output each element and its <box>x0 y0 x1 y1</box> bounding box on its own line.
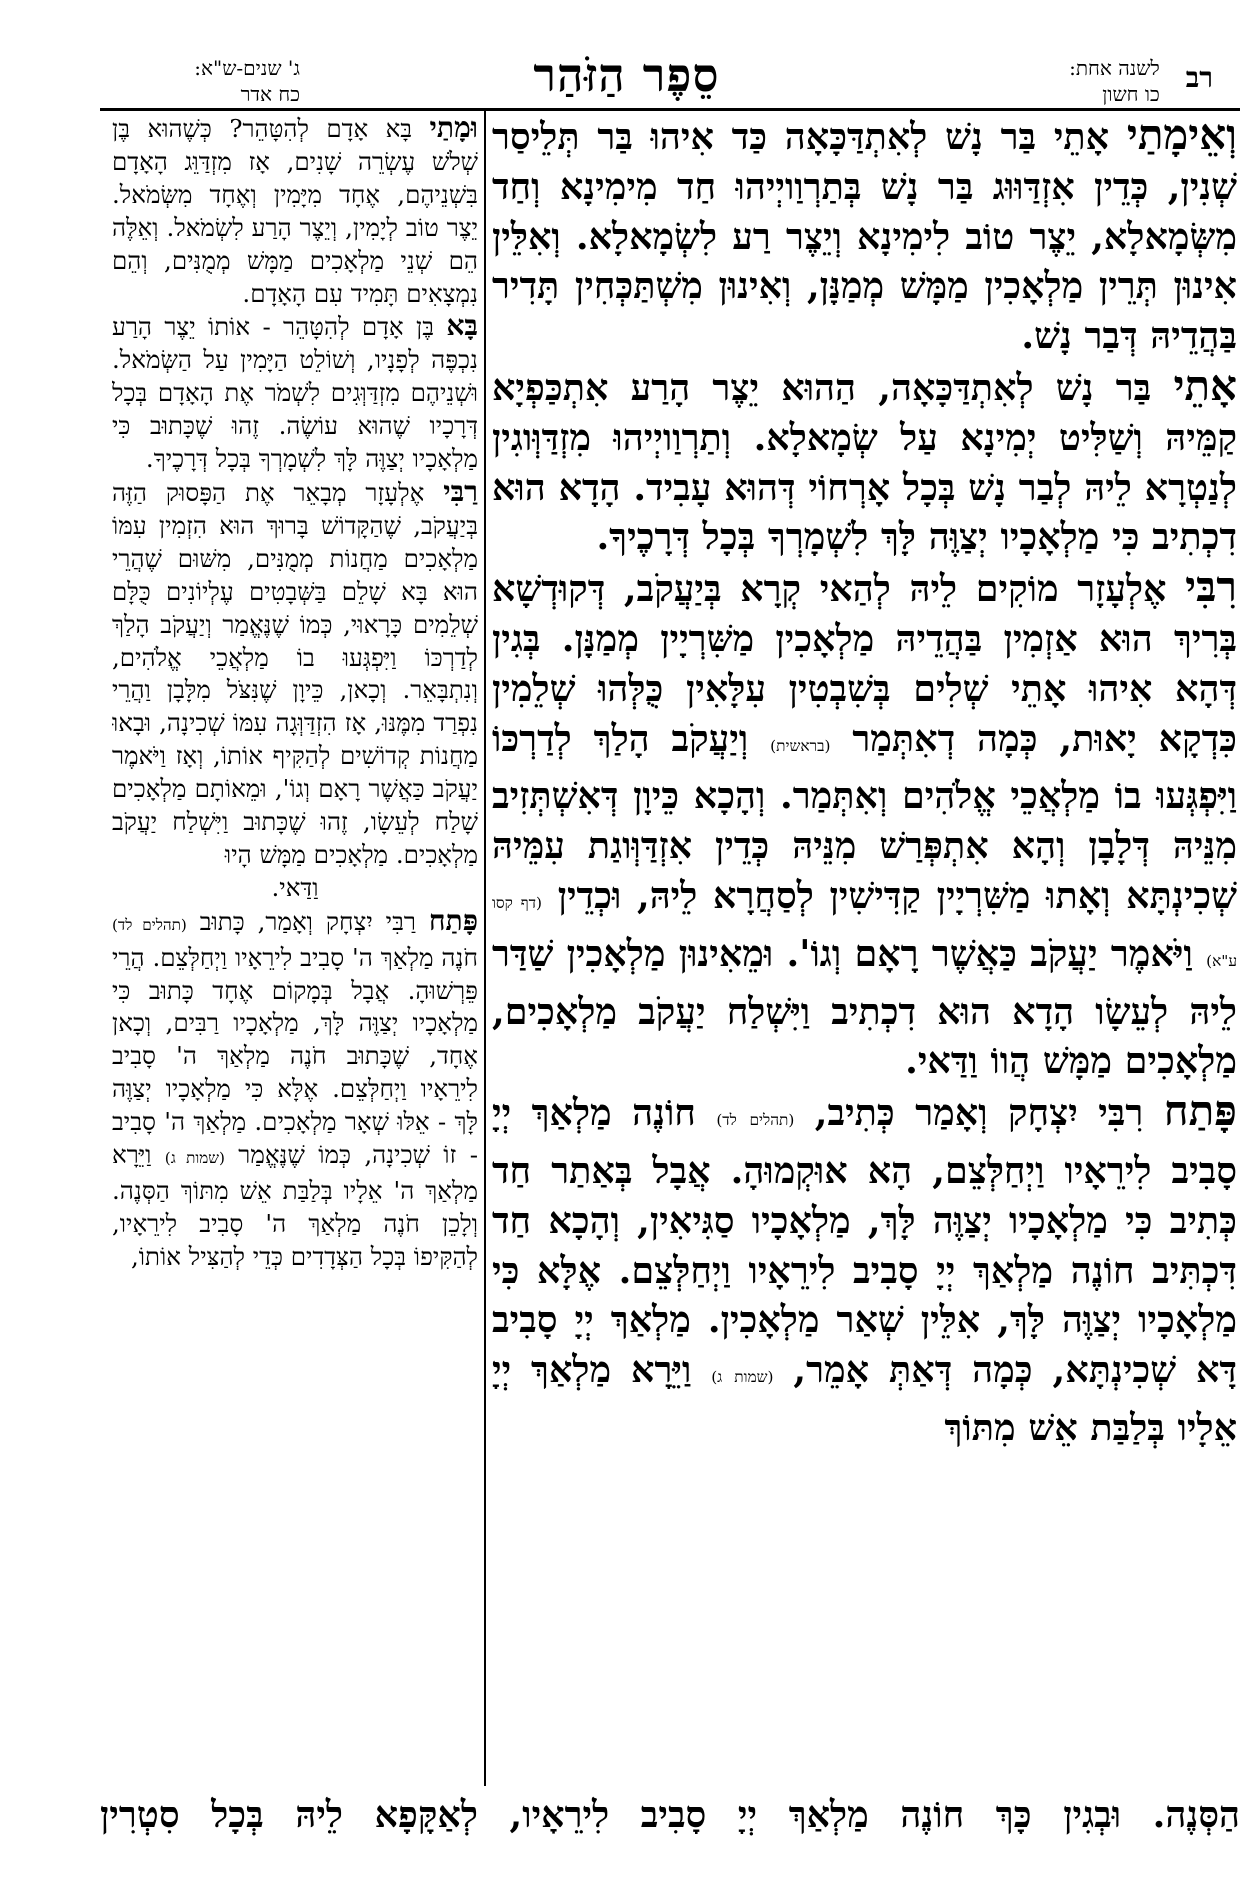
date-one-year: כו חשון <box>1102 82 1160 106</box>
side-paragraph-3-end: וַדַּאי. <box>271 872 319 902</box>
opening-word: רִבִּי <box>1185 562 1237 612</box>
opening-word: רַבִּי <box>443 474 478 508</box>
main-paragraph-2 <box>492 361 1237 562</box>
paragraph-text: בֶּן אָדָם לְהִטָּהֵר - אוֹתוֹ יֵצֶר הָרַע נִכְפֶּה לְפָנָיו, וְשׁוֹלֵט הַיָּמִין עַל הַשְּׂמֹאל. וּשְׁנֵיהֶם מִזְדַּוְּגִים לִשְׁמֹר אֶת הָאָדָם בְּכָל דְּרָכָיו שֶׁהוּא עוֹשֶׂה. זֶהוּ שֶׁכָּתוּב כִּי מַלְאָכָיו יְצַוֶּה לָּךְ לִשְׁמָרְךָ בְּכָל דְּרָכֶיךָ. <box>112 312 478 474</box>
source-reference: (בראשית) <box>770 736 831 755</box>
header-left <box>110 55 300 110</box>
source-reference: (תהלים לד) <box>716 1111 795 1130</box>
opening-word: פָּתַח <box>1163 1086 1237 1136</box>
paragraph-text: וַיֹּאמֶר יַעֲקֹב כַּאֲשֶׁר רָאָם וְגוֹ'. וּמֵאִינוּן מַלְאָכִין שַׁדַּר לֵיהּ לְעֵשָׂו הָדָא הוּא דִכְתִיב וַיִּשְׁלַח יַעֲקֹב מַלְאָכִים, מַלְאָכִים מַמָּשׁ הֲווֹ וַדַּאי. <box>492 931 1237 1083</box>
paragraph-text: רַבִּי יִצְחָק וְאָמַר, כָּתוּב <box>186 906 429 936</box>
paragraph-text: חוֹנֶה מַלְאַךְ יְיָ סָבִיב לִירֵאָיו וַיְחַלְּצֵם, הָא אוּקְמוּהָ. אֲבָל בְּאַתַר חַד כְּתִיב כִּי מַלְאָכָיו יְצַוֶּה לָּךְ, מַלְאָכָיו סַגִּיאִין, וְהָכָא חַד דִּכְתִּיב חוֹנֶה מַלְאַךְ יְיָ סָבִיב לִירֵאָיו וַיְחַלְּצֵם. אֶלָּא כִּי מַלְאָכָיו יְצַוֶּה לָּךְ, אִלֵּין שְׁאַר מַלְאָכִין. מַלְאַךְ יְיָ סָבִיב דָּא שְׁכִינְתָּא, כְּמָה דְּאַתְּ אָמֵר, <box>492 1091 1237 1392</box>
side-paragraph-4 <box>112 905 478 1274</box>
source-reference: (שמות ג) <box>711 1368 774 1387</box>
paragraph-text: בַּר נָשׁ לְאִתְדַּכָּאָה, הַהוּא יֵצֶר הָרַע אִתְכַּפְיָא קַמֵּיהּ וְשַׁלִּיט יְמִינָא עַל שְׂמָאלָא. וְתַרְוַויְיהוּ מִזְדַּוְּוגִין לְנַטְרָא לֵיהּ לְבַר נָשׁ בְּכָל אָרְחוֹי דְּהוּא עָבִיד. הָדָא הוּא דִכְתִיב כִּי מַלְאָכָיו יְצַוֶּה לָּךְ לִשְׁמָרְךָ בְּכָל דְּרָכֶיךָ. <box>492 365 1237 559</box>
daily-schedule-one-year: לשנה אחת: <box>1069 56 1160 80</box>
source-reference: (תהלים לד) <box>112 915 187 934</box>
full-width-bottom-line: הַסְּנֶה. וּבְגִין כָּךְ חוֹנֶה מַלְאַךְ יְיָ סָבִיב לִירֵאָיו, לְאַקָּפָא לֵיהּ בְּכָל סִטְרִין <box>100 1793 1240 1836</box>
book-title: סֵפֶר הַזֹּהַר <box>533 48 720 102</box>
hebrew-translation-column <box>112 112 478 1782</box>
paragraph-text: וַיֵּרָא מַלְאַךְ יְיָ אֵלָיו בְּלַבַּת אֵשׁ מִתּוֹךְ <box>492 1348 1237 1449</box>
side-paragraph-2 <box>112 310 478 476</box>
opening-word: פָּתַח <box>428 903 478 937</box>
column-divider <box>484 111 486 1786</box>
paragraph-text: אָתֵי בַּר נָשׁ לְאִתְדַּכָּאָה כַּד אִיהוּ בַּר תְּלֵיסַר שְׁנִין, כְּדֵין אִזְדַּוּוּג בַּר נָשׁ בְּתַרְוַויְיהוּ חַד מִימִינָא וְחַד מִשְּׂמָאלָא, יֵצֶר טוֹב לִימִינָא וְיֵצֶר רַע לִשְׂמָאלָא. וְאִלֵּין אִינוּן תְּרֵין מַלְאָכִין מַמָּשׁ מְמַנָּן, וְאִינוּן מִשְׁתַּכְּחִין תָּדִיר בַּהֲדֵיהּ דְּבַר נָשׁ. <box>492 115 1237 358</box>
main-paragraph-1 <box>492 110 1237 361</box>
paragraph-text: וַיֵּרָא מַלְאַךְ ה' אֵלָיו בְּלַבַּת אֵשׁ מִתּוֹךְ הַסְּנֶה. וְלָכֵן חֹנֶה מַלְאַךְ ה' סָבִיב לִירֵאָיו, לְהַקִּיפוֹ בְּכָל הַצְּדָדִים כְּדֵי לְהַצִּיל אוֹתוֹ, <box>112 1140 478 1271</box>
side-paragraph-1 <box>112 112 478 310</box>
daily-schedule-three-years: ג' שנים-ש"א: <box>194 56 300 80</box>
folio-reference: (דף קסו ע"א) <box>492 893 1237 970</box>
page-number: רב <box>1185 61 1213 94</box>
paragraph-text: וְיַעֲקֹב הָלַךְ לְדַרְכּוֹ וַיִּפְגְּעוּ בוֹ מַלְאֲכֵי אֱלֹהִים וְאִתְּמַר. וְהָכָא כֵּיוָן דְּאִשְׁתְּזִיב מִנֵּיהּ דְּלָבָן וְהָא אִתְפְּרַשׁ מִנֵּיהּ כְּדֵין אִזְדַּוְּוגַת עִמֵּיהּ שְׁכִינְתָּא וְאָתוּ מַשִּׁרְיָין קַדִּישִׁין לְסַחֲרָא לֵיהּ, וּכְדֵין <box>492 716 1237 917</box>
paragraph-text: בָּא אָדָם לְהִטָּהֵר? כְּשֶׁהוּא בֶּן שְׁלֹשׁ עֶשְׂרֵה שָׁנִים, אָז מִזְדַּוֵּג הָאָדָם בִּשְׁנֵיהֶם, אֶחָד מִיָּמִין וְאֶחָד מִשְּׂמֹאל. יֵצֶר טוֹב לְיָמִין, וְיֵצֶר הָרַע לִשְׂמֹאל. וְאֵלֶּה הֵם שְׁנֵי מַלְאָכִים מַמָּשׁ מְמֻנִּים, וְהֵם נִמְצָאִים תָּמִיד עִם הָאָדָם. <box>112 114 478 308</box>
opening-word: וּמָתַי <box>429 112 478 144</box>
opening-word: בָּא <box>446 309 478 343</box>
date-three-years: כח אדר <box>240 82 300 106</box>
opening-word: וְאֵימָתַי <box>1126 110 1237 159</box>
aramaic-text-column <box>492 110 1237 1790</box>
side-paragraph-3 <box>112 476 478 872</box>
paragraph-text: חֹנֶה מַלְאַךְ ה' סָבִיב לִירֵאָיו וַיְחַלְּצֵם. הֲרֵי פֵּרְשׁוּהָ. אֲבָל בְּמָקוֹם אֶחָד כָּתוּב כִּי מַלְאָכָיו יְצַוֶּה לָּךְ, מַלְאָכָיו רַבִּים, וְכָאן אֶחָד, שֶׁכָּתוּב חֹנֶה מַלְאַךְ ה' סָבִיב לִירֵאָיו וַיְחַלְּצֵם. אֶלָּא כִּי מַלְאָכָיו יְצַוֶּה לָּךְ - אֵלּוּ שְׁאָר מַלְאָכִים. מַלְאַךְ ה' סָבִיב - זוֹ שְׁכִינָה, כְּמוֹ שֶׁנֶּאֱמַר <box>112 942 478 1170</box>
paragraph-text: אֶלְעָזָר מְבָאֵר אֶת הַפָּסוּק הַזֶּה בְּיַעֲקֹב, שֶׁהַקָּדוֹשׁ בָּרוּךְ הוּא הִזְמִין עִמּוֹ מַלְאָכִים מַחֲנוֹת מְמֻנִּים, מִשּׁוּם שֶׁהֲרֵי הוּא בָּא שָׁלֵם בַּשְּׁבָטִים עֶלְיוֹנִים כֻּלָּם שְׁלֵמִים כָּרָאוּי, כְּמוֹ שֶׁנֶּאֱמַר וְיַעֲקֹב הָלַךְ לְדַרְכּוֹ וַיִּפְגְּעוּ בוֹ מַלְאֲכֵי אֱלֹהִים, וְנִתְבָּאֵר. וְכָאן, כֵּיוָן שֶׁנִּצֹּל מִלָּבָן וַהֲרֵי נִפְרַד מִמֶּנּוּ, אָז הִזְדַּוְּגָה עִמּוֹ שְׁכִינָה, וּבָאוּ מַחֲנוֹת קְדוֹשִׁים לְהַקִּיף אוֹתוֹ, וְאָז וַיֹּאמֶר יַעֲקֹב כַּאֲשֶׁר רָאָם וְגוֹ', וּמֵאוֹתָם מַלְאָכִים שָׁלַח לְעֵשָׂו, זֶהוּ שֶׁכָּתוּב וַיִּשְׁלַח יַעֲקֹב מַלְאָכִים. מַלְאָכִים מַמָּשׁ הָיוּ <box>112 477 478 869</box>
main-paragraph-4 <box>492 1086 1237 1453</box>
paragraph-text: אֶלְעָזָר מוֹקִים לֵיהּ לְהַאי קְרָא בְּיַעֲקֹב, דְּקוּדְשָׁא בְּרִיךְ הוּא אַזְמִין בַּהֲדֵיהּ מַלְאָכִין מַשִּׁרְיָין מְמַנָּן. בְּגִין דְּהָא אִיהוּ אָתֵי שְׁלִים בְּשִׁבְטִין עִלָּאִין כֻּלְּהוּ שְׁלֵמִין כִּדְקָא יָאוּת, כְּמָה דְאִתְּמַר <box>492 567 1237 760</box>
paragraph-text: רִבִּי יִצְחָק וְאָמַר כְּתִיב, <box>794 1091 1164 1135</box>
opening-word: אָתֵי <box>1173 360 1237 410</box>
main-paragraph-3 <box>492 562 1237 1086</box>
source-reference: (שמות ג) <box>164 1149 225 1168</box>
